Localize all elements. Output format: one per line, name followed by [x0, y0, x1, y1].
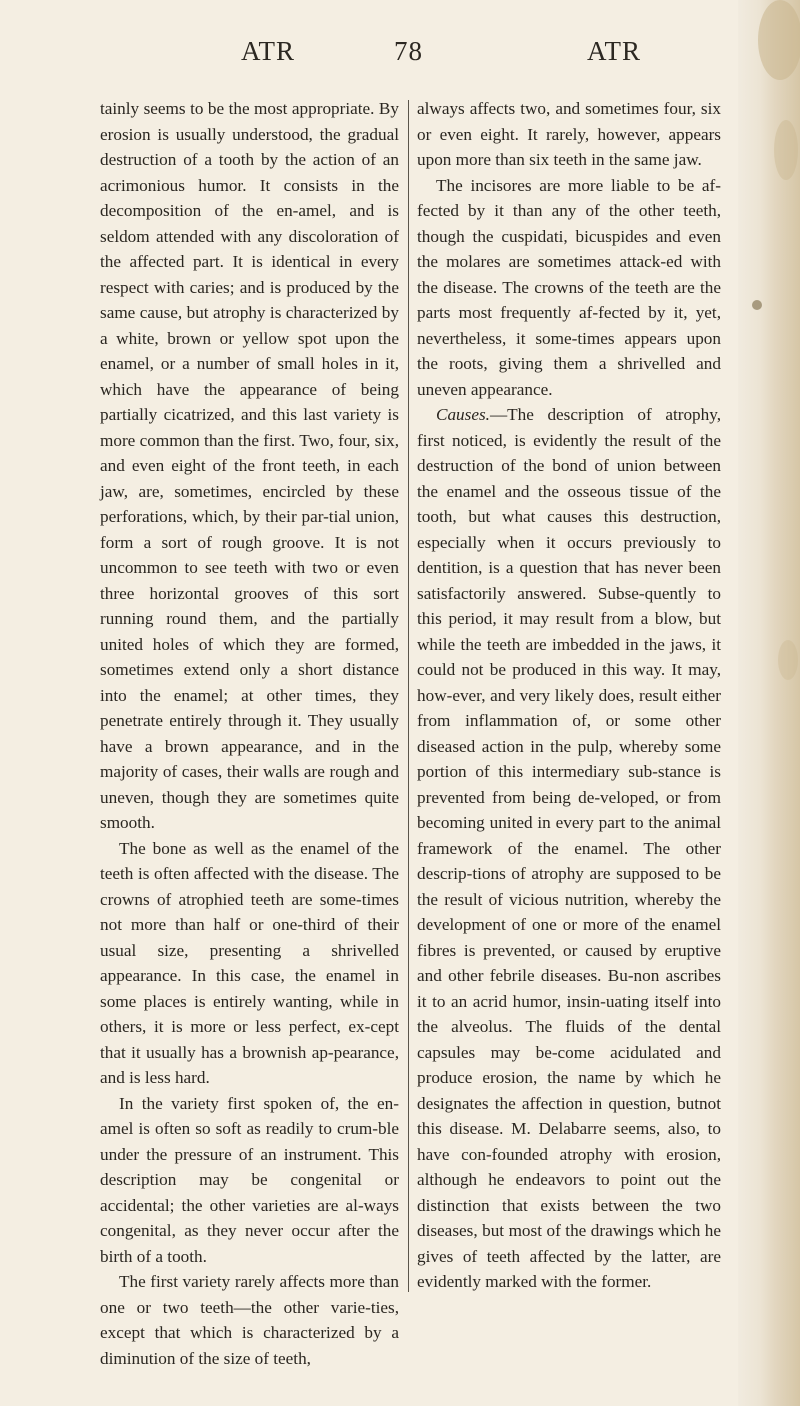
paragraph: The incisores are more liable to be af-fected by it than any of the other teeth, though the cuspidati, bicuspides and even the molares are sometimes attack-ed with the disease. The crowns of the teeth are the parts most frequently af-fected by it, yet, nevertheless, it some-times appears upon the roots, giving them a shrivelled and uneven appearance. — [417, 175, 721, 399]
paragraph: In the variety first spoken of, the en-amel is often so soft as readily to crum-ble under the pressure of an instrument. This description may be congenital or accidental; the other varieties are al-ways congenital, as they never occur after the birth of a tooth. — [100, 1093, 399, 1266]
left-column — [100, 96, 399, 1371]
column-divider — [408, 100, 409, 1292]
edge-stain — [774, 120, 798, 180]
running-head — [0, 36, 740, 76]
paragraph: tainly seems to be the most appropriate. By erosion is usually understood, the gradual destruction of a tooth by the action of an acrimonious humor. It consists in the decomposition of the en-amel, and is seldom attended with any discoloration of the affected part. It is identical in every respect with caries; and is produced by the same cause, but atrophy is characterized by a white, brown or yellow spot upon the enamel, or a number of small holes in it, which have the appearance of being partially cicatrized, and this last variety is more common than the first. Two, four, six, and even eight of the front teeth, in each jaw, are, sometimes, encircled by these perforations, which, by their par-tial union, form a sort of rough groove. It is not uncommon to see teeth with two or even three horizontal grooves of this sort running round them, and the partially united holes of which they are formed, sometimes extend only a short distance into the enamel; at other times, they penetrate entirely through it. They usually have a brown appearance, and in the majority of cases, their walls are rough and uneven, though they are sometimes quite smooth. — [100, 99, 400, 832]
header-right-title: ATR — [587, 36, 642, 66]
edge-stain — [778, 640, 798, 680]
page-number: 78 — [394, 36, 423, 66]
section-heading: Causes. — [436, 405, 490, 424]
right-column — [417, 96, 721, 1295]
edge-stain — [752, 300, 762, 310]
paragraph-text: —The description of atrophy, first noticed, is evidently the result of the destruction of the bond of union between the enamel and the osseous tissue of the tooth, but what causes this destruction, especially when it occurs previously to dentition, is a question that has never been satisfactorily answered. Subse-quently to this period, it may result from a blow, but while the teeth are imbedded in the jaws, it could not be produced in this way. It may, how-ever, and very likely does, result either from inflammation of, or some other diseased action in the pulp, whereby some portion of this intermediary sub-stance is prevented from being de-veloped, or from becoming united in every part to the animal framework of the enamel. The other descrip-tions of atrophy are supposed to be the result of vicious nutrition, whereby the development of one or more of the enamel fibres is prevented, or caused by eruptive and other febrile diseases. Bu-non ascribes it to an acrid humor, insin-uating itself into the alveolus. The fluids of the dental capsules may be-come acidulated and produce erosion, the name by which he designates the affection in question, butnot this disease. M. Delabarre seems, also, to have con-founded atrophy with erosion, although he endeavors to point out the distinction that exists between the two diseases, but most of the drawings which he gives of teeth affected by the latter, are evidently marked with the former. — [417, 405, 721, 1291]
paragraph — [417, 402, 721, 1295]
paragraph: The first variety rarely affects more than one or two teeth—the other varie-ties, except that which is characterized by a diminution of the size of teeth, — [100, 1272, 399, 1368]
header-left-title: ATR — [241, 36, 296, 66]
page-edge — [738, 0, 800, 1406]
edge-stain — [758, 0, 800, 80]
paragraph: The bone as well as the enamel of the teeth is often affected with the disease. The crowns of atrophied teeth are some-times not more than half or one-third of their usual size, presenting a shrivelled appearance. In this case, the enamel in some places is entirely wanting, while in others, it is more or less perfect, ex-cept that it usually has a brownish ap-pearance, and is less hard. — [100, 838, 399, 1087]
paragraph: always affects two, and sometimes four, six or even eight. It rarely, however, appears upon more than six teeth in the same jaw. — [417, 99, 721, 169]
